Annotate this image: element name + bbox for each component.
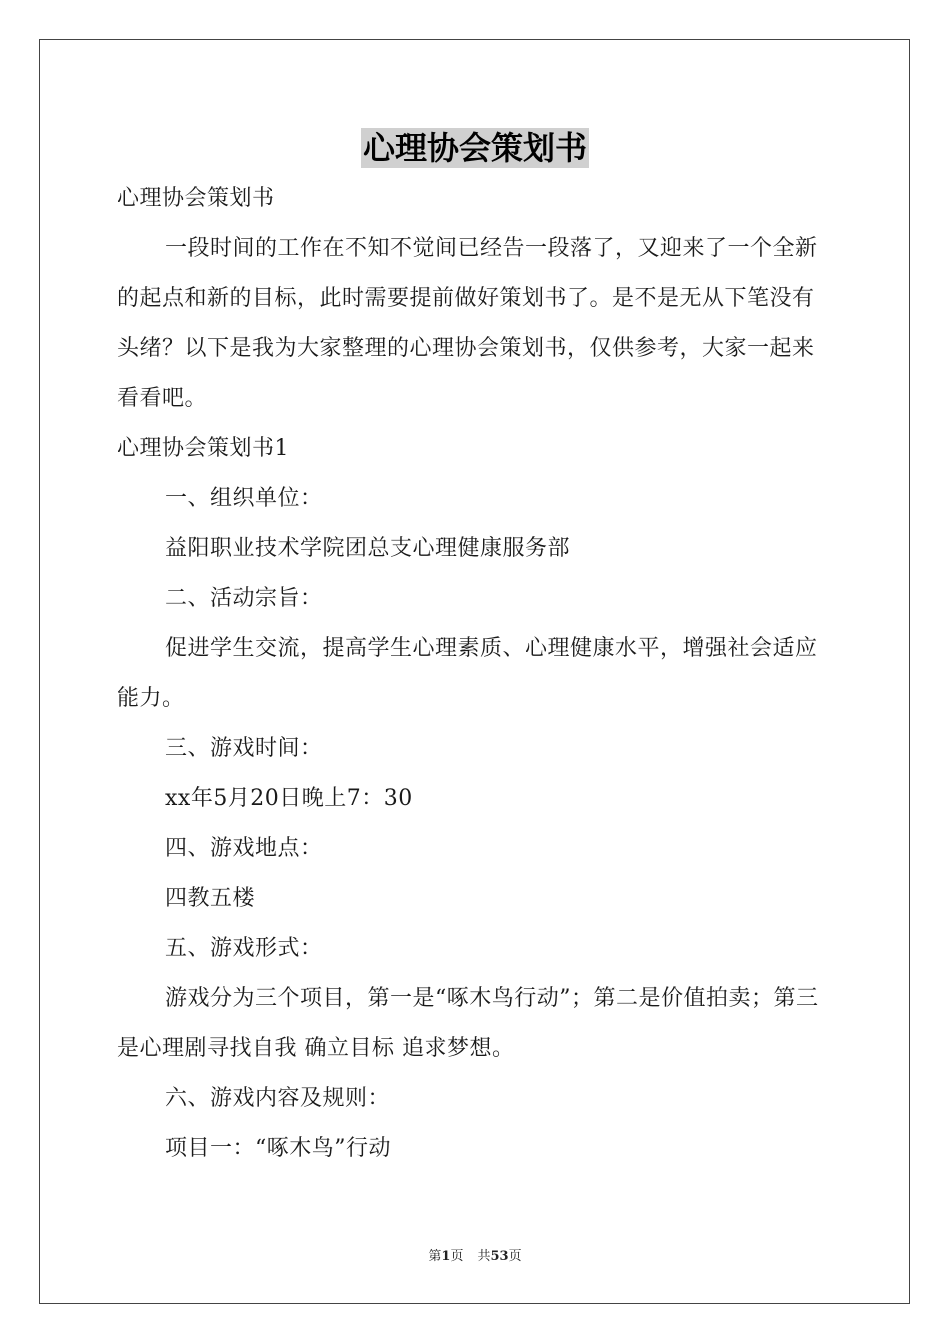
paragraph: 游戏分为三个项目，第一是“啄木鸟行动”；第二是价值拍卖；第三是心理剧寻找自我 确立目标 追求梦想。 xyxy=(117,986,819,1061)
paragraph: 项目一：“啄木鸟”行动 xyxy=(165,1136,391,1161)
paragraph: 二、活动宗旨： xyxy=(165,586,323,611)
paragraph: 五、游戏形式： xyxy=(165,936,323,961)
title-container xyxy=(0,128,950,168)
paragraph: xx年5月20日晚上7：30 xyxy=(165,786,413,811)
paragraph: 六、游戏内容及规则： xyxy=(165,1086,391,1111)
footer-page-number: 1 xyxy=(441,1249,451,1264)
paragraph: 四教五楼 xyxy=(165,886,256,911)
document-body xyxy=(117,174,833,1174)
footer-total-suffix: 页 xyxy=(508,1249,522,1264)
paragraph: 四、游戏地点： xyxy=(165,836,323,861)
footer-page-prefix: 第 xyxy=(428,1249,442,1264)
page-footer xyxy=(0,1247,950,1267)
paragraph: 一段时间的工作在不知不觉间已经告一段落了，又迎来了一个全新的起点和新的目标，此时需要提前做好策划书了。是不是无从下笔没有头绪？以下是我为大家整理的心理协会策划书，仅供参考，大家一起来看看吧。 xyxy=(117,236,818,411)
paragraph: 益阳职业技术学院团总支心理健康服务部 xyxy=(165,536,571,561)
document-title: 心理协会策划书 xyxy=(362,129,587,167)
paragraph: 心理协会策划书 xyxy=(117,186,275,211)
footer-total-pages: 53 xyxy=(490,1249,509,1264)
footer-total-prefix: 共 xyxy=(477,1249,491,1264)
footer-page-suffix: 页 xyxy=(450,1249,464,1264)
paragraph: 一、组织单位： xyxy=(165,486,323,511)
paragraph: 三、游戏时间： xyxy=(165,736,323,761)
paragraph: 心理协会策划书1 xyxy=(117,436,289,461)
paragraph: 促进学生交流，提高学生心理素质、心理健康水平，增强社会适应能力。 xyxy=(117,636,818,711)
